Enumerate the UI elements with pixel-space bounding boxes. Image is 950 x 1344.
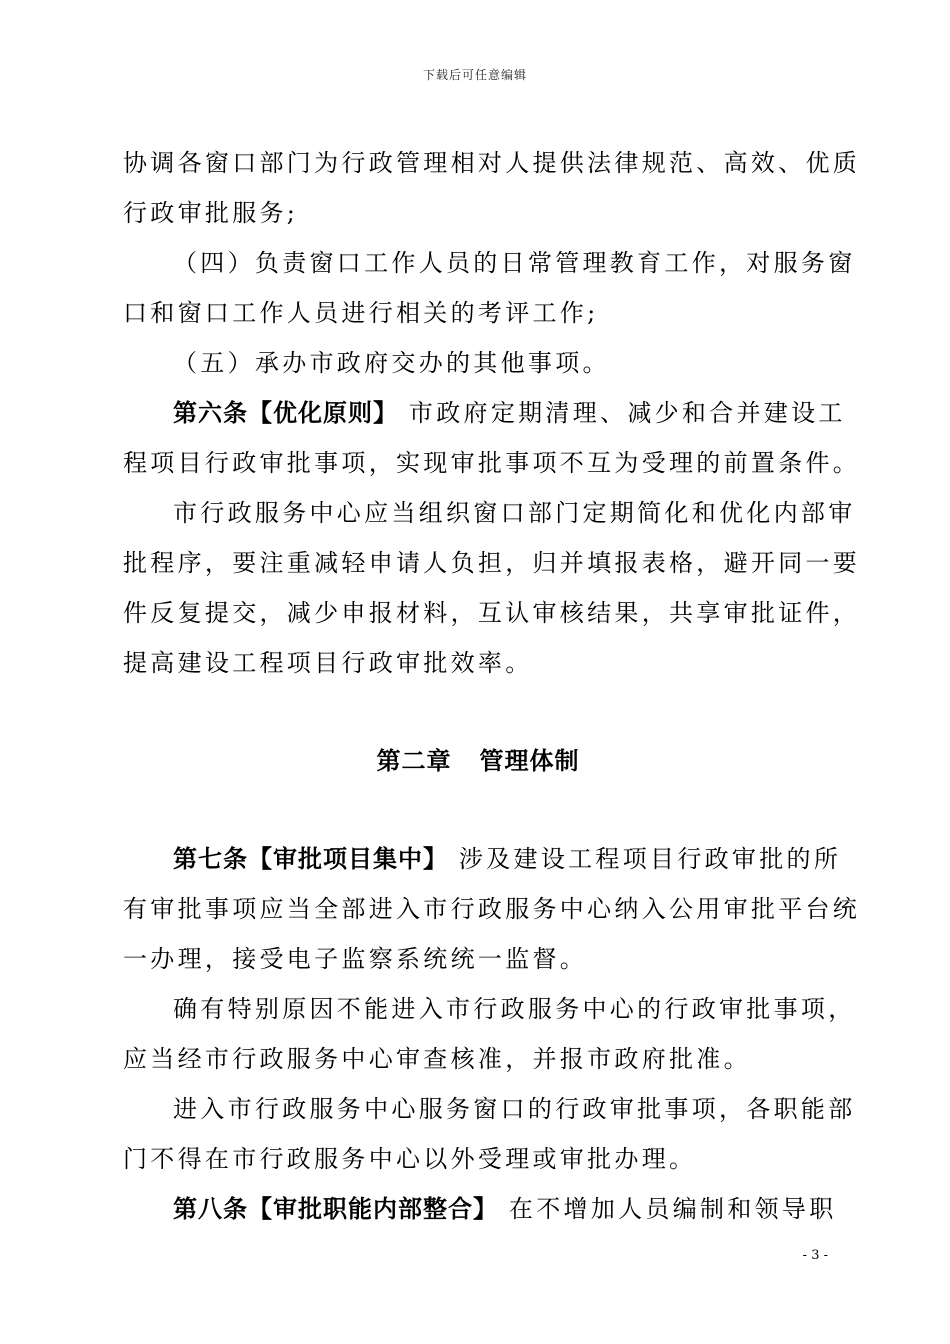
section-gap: [123, 688, 833, 736]
chapter-heading: 第二章 管理体制: [376, 747, 580, 775]
text-line: 市行政服务中心应当组织窗口部门定期简化和优化内部审: [173, 499, 856, 527]
text-line: 协调各窗口部门为行政管理相对人提供法律规范、高效、优质: [123, 149, 861, 177]
text-line: 提高建设工程项目行政审批效率。: [123, 649, 533, 677]
text-line: 件反复提交，减少申报材料，互认审核结果，共享审批证件，: [123, 599, 861, 627]
article-8-line: [123, 1184, 837, 1234]
text-line: 一办理，接受电子监察系统统一监督。: [123, 945, 588, 973]
text-line: 批程序，要注重减轻申请人负担，归并填报表格，避开同一要: [123, 549, 861, 577]
article-6-line: [123, 388, 846, 438]
text-line: 行政审批服务;: [123, 199, 299, 227]
text-line: 进入市行政服务中心服务窗口的行政审批事项，各职能部: [173, 1095, 856, 1123]
page-number: - 3 -: [802, 1248, 828, 1263]
text-line: 应当经市行政服务中心审查核准，并报市政府批准。: [123, 1045, 751, 1073]
article-7-line: [123, 834, 842, 884]
text-line: 口和窗口工作人员进行相关的考评工作;: [123, 299, 599, 327]
article-8-title: 第八条【审批职能内部整合】: [173, 1195, 498, 1223]
article-6-text: 市政府定期清理、减少和合并建设工: [398, 399, 846, 427]
section-gap: [123, 786, 833, 834]
page-header: 下载后可任意编辑: [422, 68, 527, 82]
text-line: （五）承办市政府交办的其他事项。: [173, 349, 610, 377]
article-6-title: 第六条【优化原则】: [173, 399, 398, 427]
article-7-title: 第七条【审批项目集中】: [173, 845, 448, 873]
text-line: （四）负责窗口工作人员的日常管理教育工作，对服务窗: [173, 249, 856, 277]
text-line: 程项目行政审批事项，实现审批事项不互为受理的前置条件。: [123, 449, 861, 477]
article-8-text: 在不增加人员编制和领导职: [498, 1195, 837, 1223]
document-body: [123, 138, 861, 1234]
text-line: 有审批事项应当全部进入市行政服务中心纳入公用审批平台统: [123, 895, 861, 923]
article-7-text: 涉及建设工程项目行政审批的所: [448, 845, 842, 873]
text-line: 门不得在市行政服务中心以外受理或审批办理。: [123, 1145, 697, 1173]
text-line: 确有特别原因不能进入市行政服务中心的行政审批事项，: [173, 995, 856, 1023]
